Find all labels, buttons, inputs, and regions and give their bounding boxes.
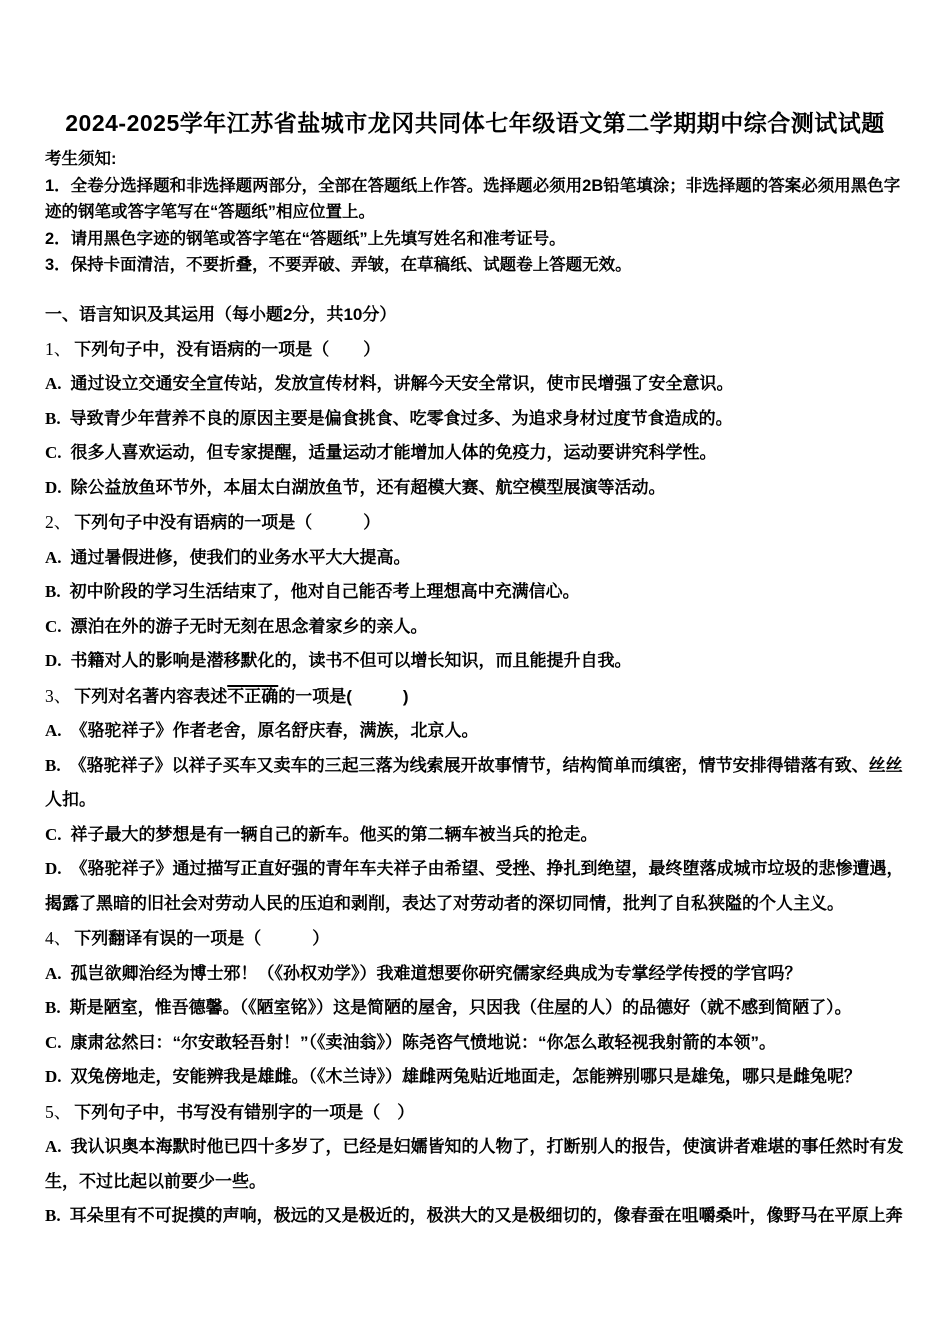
question-2-option-a — [45, 541, 905, 576]
notice-item: 2．请用黑色字迹的钢笔或答字笔在“答题纸”上先填写姓名和准考证号。 — [45, 229, 566, 248]
option-text: 我认识奥本海默时他已四十多岁了，已经是妇嬬皆知的人物了，打断别人的报告，使演讲者难堪的事任然时有发生，不过比起以前要少一些。 — [45, 1137, 904, 1191]
option-label: D. — [45, 859, 62, 878]
question-4-stem — [45, 921, 905, 957]
question-1-option-b — [45, 402, 905, 437]
option-label: C. — [45, 443, 62, 462]
question-5-option-b — [45, 1199, 905, 1234]
option-text: 孤岂欲卿治经为博士邪！（《孙权劝学》）我难道想要你研究儒家经典成为专掌经学传授的学官吗？ — [70, 963, 802, 983]
option-text: 祥子最大的梦想是有一辆自己的新车。他买的第二辆车被当兵的抢走。 — [70, 824, 598, 844]
question-3-stem — [45, 679, 905, 715]
question-stem-text: 下列翻译有误的一项是（ ） — [74, 929, 330, 948]
question-1 — [45, 332, 905, 506]
notice-item: 1．全卷分选择题和非选择题两部分，全部在答题纸上作答。选择题必须用2B铅笔填涂；非选择题的答案必须用黑色字迹的钢笔或答字笔写在“答题纸”相应位置上。 — [45, 176, 901, 221]
question-3-option-b — [45, 749, 905, 818]
option-text: 漂泊在外的游子无时无刻在思念着家乡的亲人。 — [70, 616, 428, 636]
option-text: 导致青少年营养不良的原因主要是偏食挑食、吃零食过多、为追求身材过度节食造成的。 — [69, 408, 733, 428]
question-stem-text: 下列对名著内容表述 — [74, 686, 228, 706]
option-label: A. — [45, 547, 62, 567]
question-1-option-a — [45, 367, 905, 402]
question-3-option-c — [45, 818, 905, 853]
option-label: A. — [45, 1137, 62, 1156]
question-3-option-d — [45, 852, 905, 921]
question-2-option-b — [45, 575, 905, 610]
option-label: A. — [45, 721, 62, 740]
option-label: A. — [45, 374, 62, 393]
question-1-stem — [45, 332, 905, 368]
option-label: C. — [45, 824, 62, 844]
notice-section — [45, 146, 905, 279]
option-label: A. — [45, 963, 62, 983]
question-4-option-a — [45, 957, 905, 992]
option-text: 斯是陋室，惟吾德馨。（《陋室铭》）这是简陋的屋舍，只因我（住屋的人）的品德好（就不感到简陋了）。 — [69, 998, 852, 1017]
option-text: 《骆驼祥子》通过描写正直好强的青年车夫祥子由希望、受挫、挣扎到绝望，最终堕落成城市垃圾的悲惨遭遇，揭露了黑暗的旧社会对劳动人民的压迫和剥削，表达了对劳动者的深切同情，批判了自私狭隘的个人主义。 — [45, 859, 904, 913]
question-number: 5、 — [45, 1101, 72, 1122]
question-5-option-a — [45, 1130, 905, 1199]
option-text: 双兔傍地走，安能辨我是雄雌。（《木兰诗》）雄雌两兔贴近地面走，怎能辨别哪只是雄兔，哪只是雌兔呢？ — [70, 1067, 862, 1086]
question-4-option-b — [45, 991, 905, 1026]
question-3 — [45, 679, 905, 922]
question-4-option-d — [45, 1060, 905, 1095]
option-text: 耳朵里有不可捉摸的声响，极远的又是极近的，极洪大的又是极细切的，像春蚕在咀嚼桑叶，像野马在平原上奔 — [69, 1206, 903, 1225]
question-5 — [45, 1095, 905, 1234]
question-number: 2、 — [45, 512, 72, 532]
option-text: 除公益放鱼环节外，本届太白湖放鱼节，还有超模大赛、航空模型展演等活动。 — [70, 477, 666, 497]
option-label: B. — [45, 408, 61, 428]
option-label: C. — [45, 616, 62, 636]
question-number: 4、 — [45, 928, 72, 948]
question-4 — [45, 921, 905, 1095]
question-2-option-c — [45, 610, 905, 645]
option-text: 《骆驼祥子》以祥子买车又卖车的三起三落为线索展开故事情节，结构简单而缜密，情节安排得错落有致、丝丝人扣。 — [45, 755, 903, 809]
notice-item: 3．保持卡面清洁，不要折叠，不要弄破、弄皱，在草稿纸、试题卷上答题无效。 — [45, 256, 632, 274]
option-label: C. — [45, 1032, 62, 1052]
question-4-option-c — [45, 1026, 905, 1061]
option-text: 通过暑假进修，使我们的业务水平大大提高。 — [70, 547, 411, 567]
question-3-option-a — [45, 714, 905, 749]
section-heading: 一、语言知识及其运用（每小题2分，共10分） — [45, 304, 397, 324]
option-label: B. — [45, 755, 61, 775]
option-label: B. — [45, 998, 61, 1017]
option-label: B. — [45, 1206, 61, 1225]
overline-emphasis: 不正确 — [227, 686, 279, 706]
option-text: 书籍对人的影响是潜移默化的，读书不但可以增长知识，而且能提升自我。 — [70, 651, 632, 670]
question-number: 1、 — [45, 338, 72, 359]
option-text: 通过设立交通安全宣传站，发放宣传材料，讲解今天安全常识，使市民增强了安全意识。 — [70, 374, 734, 393]
question-2 — [45, 505, 905, 679]
option-label: D. — [45, 477, 62, 497]
question-number: 3、 — [45, 685, 72, 706]
option-label: D. — [45, 1067, 62, 1086]
page-body — [0, 146, 950, 1234]
question-2-stem — [45, 505, 905, 541]
question-1-option-d — [45, 471, 905, 506]
notice-heading: 考生须知: — [45, 150, 117, 168]
option-label: D. — [45, 651, 62, 670]
question-stem-text: 下列句子中没有语病的一项是（ ） — [74, 513, 381, 532]
question-2-option-d — [45, 644, 905, 679]
question-stem-text: 下列句子中，书写没有错别字的一项是（ ） — [74, 1102, 415, 1122]
option-text: 康肃忿然曰：“尔安敢轻吾射！”（《卖油翁》）陈尧咨气愤地说：“你怎么敢轻视我射箭的本领”。 — [70, 1032, 777, 1052]
page-title: 2024-2025学年江苏省盐城市龙冈共同体七年级语文第二学期期中综合测试试题 — [65, 110, 885, 136]
question-stem-text: 下列句子中，没有语病的一项是（ ） — [74, 339, 381, 359]
question-1-option-c — [45, 436, 905, 471]
option-text: 很多人喜欢运动，但专家提醒，适量运动才能增加人体的免疫力，运动要讲究科学性。 — [70, 443, 717, 462]
question-stem-text: 的一项是( ) — [278, 686, 409, 706]
option-text: 初中阶段的学习生活结束了，他对自己能否考上理想高中充满信心。 — [69, 582, 580, 601]
option-label: B. — [45, 582, 61, 601]
option-text: 《骆驼祥子》作者老舍，原名舒庆春，满族，北京人。 — [70, 721, 479, 740]
question-5-stem — [45, 1095, 905, 1131]
